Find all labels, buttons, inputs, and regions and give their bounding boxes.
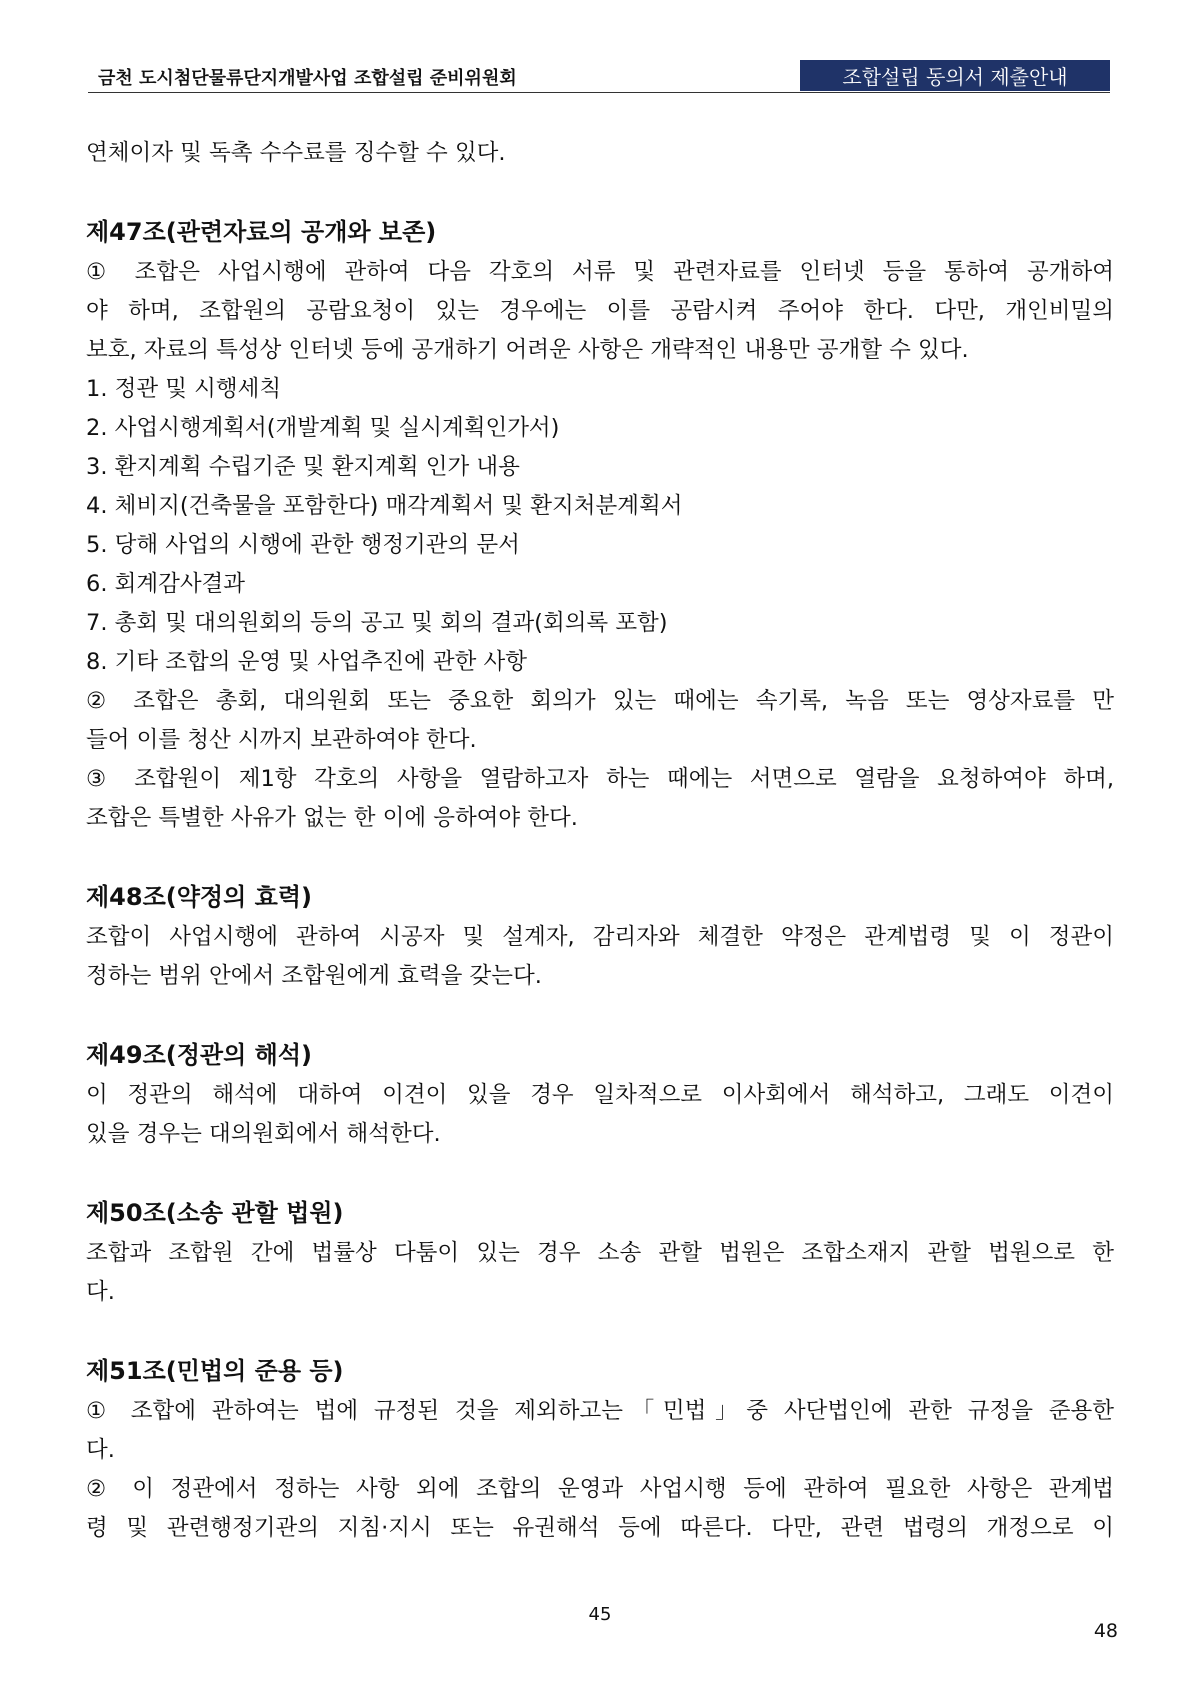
article-51 (86, 1350, 1114, 1548)
document-body (86, 134, 1114, 1548)
paragraph-line: ① 조합은 사업시행에 관하여 다음 각호의 서류 및 관련자료를 인터넷 등을 통하여 공개하여 (86, 259, 1114, 285)
article-title: 제49조(정관의 해석) (86, 1041, 312, 1069)
paragraph-line: 다. (86, 1279, 115, 1305)
list-item: 8. 기타 조합의 운영 및 사업추진에 관한 사항 (86, 649, 528, 675)
list-item: 1. 정관 및 시행세칙 (86, 376, 282, 402)
page-number: 45 (588, 1604, 612, 1625)
article-47 (86, 211, 1114, 838)
article-title: 제48조(약정의 효력) (86, 883, 312, 911)
paragraph-line: ② 이 정관에서 정하는 사항 외에 조합의 운영과 사업시행 등에 관하여 필요한 사항은 관계법 (86, 1476, 1114, 1502)
paragraph-line: 이 정관의 해석에 대하여 이견이 있을 경우 일차적으로 이사회에서 해석하고, 그래도 이견이 (86, 1082, 1114, 1108)
paragraph-line: 령 및 관련행정기관의 지침·지시 또는 유권해석 등에 따른다. 다만, 관련 법령의 개정으로 이 (86, 1515, 1114, 1541)
org-title: 금천 도시첨단물류단지개발사업 조합설립 준비위원회 (98, 68, 517, 89)
paragraph-line: 조합과 조합원 간에 법률상 다툼이 있는 경우 소송 관할 법원은 조합소재지 관할 법원으로 한 (86, 1240, 1114, 1266)
page-header (88, 60, 1110, 93)
article-48 (86, 876, 1114, 996)
article-49 (86, 1034, 1114, 1154)
paragraph-line: 조합은 특별한 사유가 없는 한 이에 응하여야 한다. (86, 805, 578, 831)
paragraph-line: 야 하며, 조합원의 공람요청이 있는 경우에는 이를 공람시켜 주어야 한다. 다만, 개인비밀의 (86, 298, 1114, 324)
list-item: 6. 회계감사결과 (86, 571, 246, 597)
paragraph-line: 보호, 자료의 특성상 인터넷 등에 공개하기 어려운 사항은 개략적인 내용만 공개할 수 있다. (86, 337, 969, 363)
paragraph-line: ② 조합은 총회, 대의원회 또는 중요한 회의가 있는 때에는 속기록, 녹음 또는 영상자료를 만 (86, 688, 1114, 714)
paragraph-line: ① 조합에 관하여는 법에 규정된 것을 제외하고는「민법」중 사단법인에 관한 규정을 준용한 (86, 1398, 1114, 1424)
article-title: 제47조(관련자료의 공개와 보존) (86, 218, 437, 246)
corner-page-number: 48 (1093, 1620, 1118, 1642)
list-item: 4. 체비지(건축물을 포함한다) 매각계획서 및 환지처분계획서 (86, 493, 683, 519)
list-item: 2. 사업시행계획서(개발계획 및 실시계획인가서) (86, 415, 560, 441)
list-item: 7. 총회 및 대의원회의 등의 공고 및 회의 결과(회의록 포함) (86, 610, 668, 636)
doc-label-badge: 조합설립 동의서 제출안내 (800, 60, 1110, 91)
article-50 (86, 1192, 1114, 1312)
paragraph-line: 정하는 범위 안에서 조합원에게 효력을 갖는다. (86, 963, 542, 989)
paragraph-line: 있을 경우는 대의원회에서 해석한다. (86, 1121, 441, 1147)
intro-line: 연체이자 및 독촉 수수료를 징수할 수 있다. (86, 140, 506, 166)
paragraph-line: ③ 조합원이 제1항 각호의 사항을 열람하고자 하는 때에는 서면으로 열람을 요청하여야 하며, (86, 766, 1114, 792)
paragraph-line: 들어 이를 청산 시까지 보관하여야 한다. (86, 727, 477, 753)
article-title: 제51조(민법의 준용 등) (86, 1357, 344, 1385)
paragraph-line: 조합이 사업시행에 관하여 시공자 및 설계자, 감리자와 체결한 약정은 관계법령 및 이 정관이 (86, 924, 1114, 950)
list-item: 3. 환지계획 수립기준 및 환지계획 인가 내용 (86, 454, 520, 480)
article-title: 제50조(소송 관할 법원) (86, 1199, 344, 1227)
paragraph-line: 다. (86, 1437, 115, 1463)
list-item: 5. 당해 사업의 시행에 관한 행정기관의 문서 (86, 532, 520, 558)
